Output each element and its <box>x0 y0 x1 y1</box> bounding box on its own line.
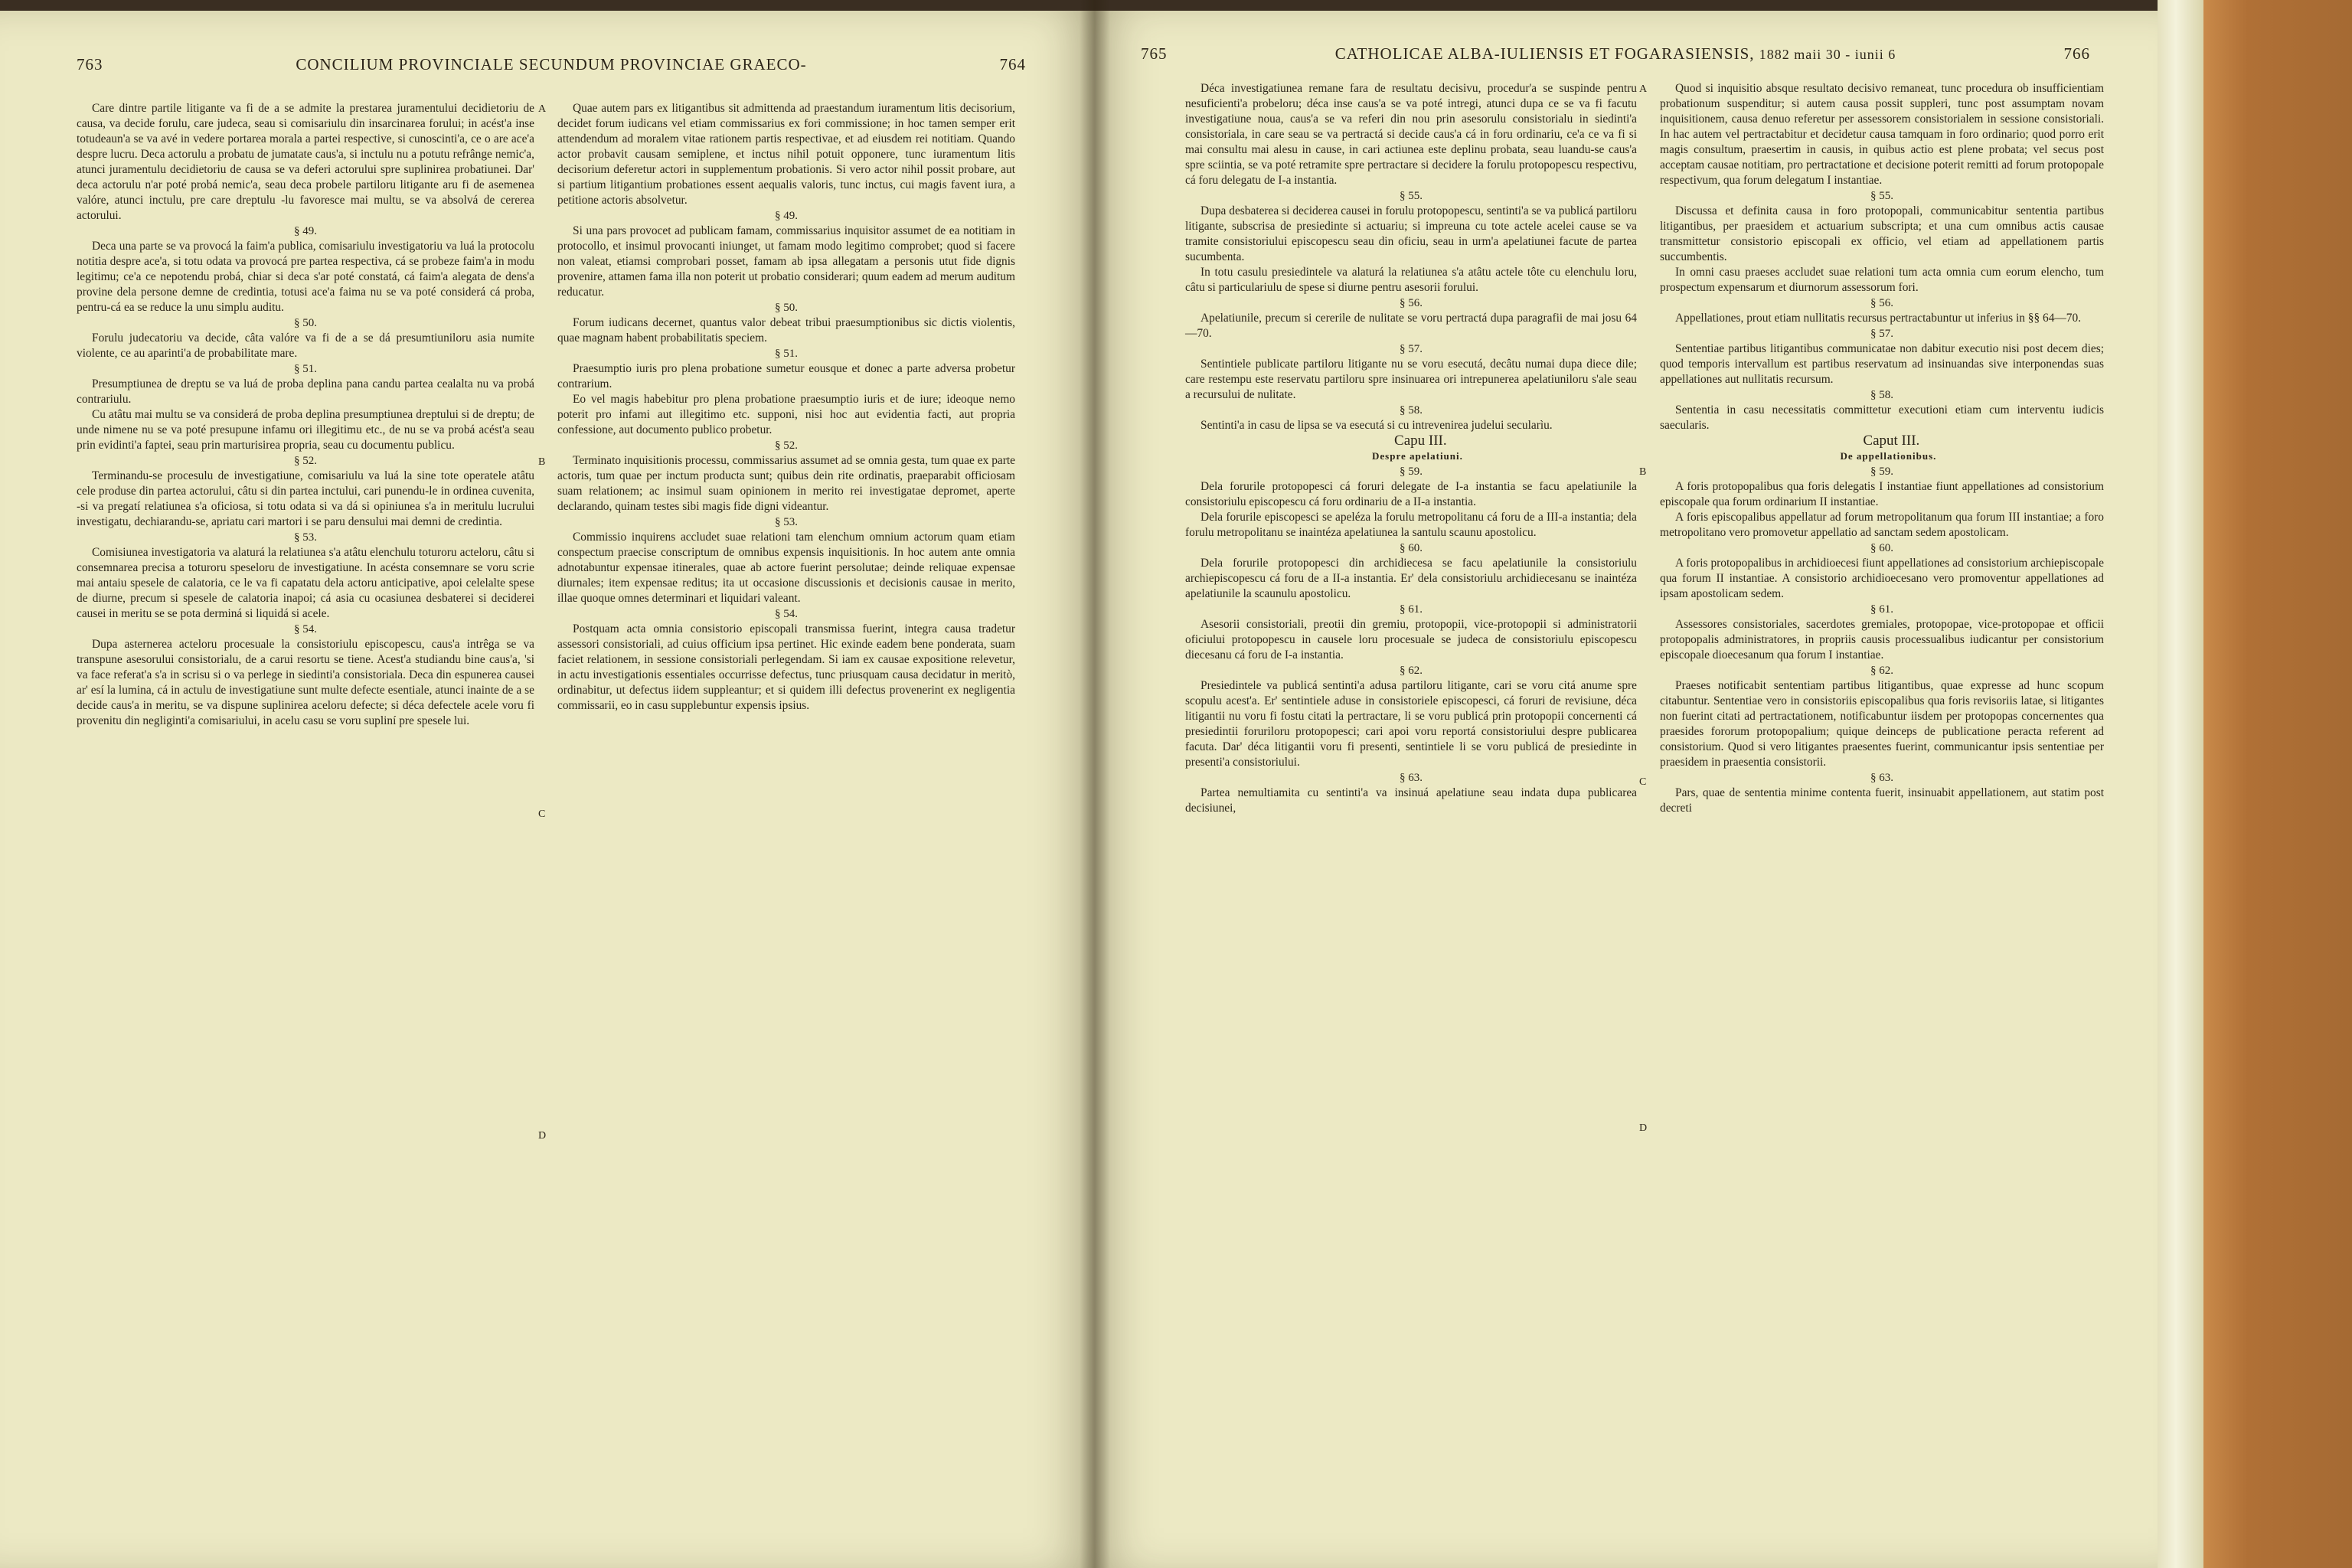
paragraph: Sentinti'a in casu de lipsa se va esecutá si cu intrevenirea judelui secularìu. <box>1200 419 1553 432</box>
paragraph: Quod si inquisitio absque resultato decisivo remaneat, tunc procedura ob insufficientiam probationum suspenditur; si autem causa possit suppleri, tunc post assumptam novam inquisitionem, causa denuo referetur per assessorem consistorialem in sessione consistoriali. In hac autem vel pertractabitur et decidetur causa tamquam in foro ordinario; quod porro erit magis consultum, praesertim in causis, in quibus actio est plene probata; vel secus post acceptam causae notitiam, pro pertractatione et decisione poterit remitti ad forum protopopale respectivum, qua forum delegatum I instantiae. <box>1660 82 2104 187</box>
section-heading: § 49. <box>294 225 317 237</box>
section-heading: § 62. <box>1870 665 1893 677</box>
paragraph: In omni casu praeses accludet suae relationi tum acta omnia cum eorum elencho, tum prospectum expensarum et diurnorum assessorum fori. <box>1660 266 2104 294</box>
paragraph: Assessores consistoriales, sacerdotes gremiales, protopopae, vice-protopopae et officii protopopalis administratores, in propriis causis processualibus iudicantur per consistorium episcopale dioecesanum qua forum I instantiae. <box>1660 618 2104 662</box>
left-latin-column <box>557 101 1015 729</box>
paragraph: Appellationes, prout etiam nullitatis recursus pertractabuntur ut inferius in §§ 64—70. <box>1675 312 2082 325</box>
book-gutter <box>1080 0 1110 1568</box>
paragraph: Apelatiunile, precum si cererile de nulitate se voru pertractá dupa paragrafii de mai josu 64—70. <box>1185 312 1637 340</box>
left-page <box>0 11 1093 1568</box>
section-heading: § 57. <box>1870 328 1893 340</box>
section-heading: § 50. <box>775 302 798 314</box>
book-cover <box>2203 0 2352 1568</box>
paragraph: Praesumptio iuris pro plena probatione sumetur eousque et donec a parte adversa probetur contrarium. <box>557 362 1015 390</box>
paragraph: Forulu judecatoriu va decide, câta valóre va fi de a se dá presumtiuniloru asia numite violente, ce au aparinti'a de probabilitate mare. <box>77 332 534 360</box>
right-latin-column <box>1660 81 2104 816</box>
paragraph: Deca una parte se va provocá la faim'a publica, comisariulu investigatoriu va luá la protocolu notitia despre ace'a, si totu odata va provocá pre partea respectiva, cá se probeze faim'a in modu legitimu; ce'a ce nepotendu probá, chiar si deca s'ar poté constatá, cá faim'a alegata de dens'a provine dela persone demne de credintia, totusi ace'a faima nu se va poté considerá cá proba, pentru-cá ea se reduce la unu simplu auditu. <box>77 240 534 314</box>
section-heading: § 51. <box>294 363 317 375</box>
section-heading: § 52. <box>775 439 798 452</box>
paragraph: Sententia in casu necessitatis committetur executioni etiam cum interventu iudicis saecularis. <box>1660 403 2104 432</box>
paragraph: Terminandu-se procesulu de investigatiune, comisariulu va luá la sine tote operatele atâtu cele produse din partea actorului, câtu si din partea inctului, cari punendu-le in ordinea cuvenita, -si va pregatí relatiunea s'a oficiosa, si totu odata si va dá si opiniunea s'a in meritulu lucrului investigatu, dechiarandu-se, apriatu cari martori i se paru densului mai demni de credintia. <box>77 469 534 528</box>
page-number-764: 764 <box>999 55 1026 74</box>
paragraph: Partea nemultiamita cu sentinti'a va insinuá apelatiune seau indata dupa publicarea decisiunei, <box>1185 786 1637 815</box>
section-heading: § 57. <box>1400 343 1423 355</box>
paragraph: Quae autem pars ex litigantibus sit admittenda ad praestandum iuramentum litis decisorium, decidet forum iudicans vel etiam commissarius ex fori commissione; in hoc tamen semper erit attendendum ad moralem vitae rationem partis respectivae, et ad eiusdem rei notitiam. Quando actor probavit causam semiplene, et inctus nihil potuit opponere, tunc iuramentum litis decisorium deferetur actori in supplementum probationis. Si vero actor nihil possit probare, aut si partium litigantium probationes essent aequalis valoris, tunc inctus, cui magis favent iura, a petitione actoris absolvetur. <box>557 102 1015 207</box>
paragraph: Praeses notificabit sententiam partibus litigantibus, quae expresse ad hunc scopum citabuntur. Sententiae vero in consistoriis episcopalibus qua foris revisoriis latae, si litigantes non fuerint citati ad pertractationem, notificabuntur iisdem per protopopas concernentes qua praesides fororum protopopalium; quique deinceps de publicatione peracta referent ad consistorium. Quod si vero litigantes praesentes fuerint, communicantur ipsis sententiae per praesidem in praesentia consistorii. <box>1660 679 2104 769</box>
paragraph: Déca investigatiunea remane fara de resultatu decisivu, procedur'a se suspinde pentru nesuficienti'a probeloru; déca inse caus'a se va poté intregi, atunci dupa ce se va fi facutu investigatiune noua, caus'a se va referi din nou prin asesorulu consistorialu in siedinti'a consistoriala, in care seau se va pertractá si decide caus'a cá in foru ordinariu, ce'a ce va fi si mai consultu mai alesu in cause, in cari actiunea este deplinu probata, seau luandu-se caus'a spre sciintia, se va poté retramite spre pertractare si decidere la forulu protopopescu respectivu, cá foru delegatu de I-a instantia. <box>1185 82 1637 187</box>
section-heading: § 61. <box>1870 603 1893 616</box>
paragraph: A foris episcopalibus appellatur ad forum metropolitanum qua forum III instantiae; a foro metropolitano vero promovetur appellatio ad sanctam sedem apostolicam. <box>1660 511 2104 539</box>
section-heading: § 63. <box>1400 772 1423 784</box>
page-edges <box>2158 0 2203 1568</box>
section-heading: § 50. <box>294 317 317 329</box>
section-heading: § 62. <box>1400 665 1423 677</box>
section-heading: § 56. <box>1400 297 1423 309</box>
section-heading: § 58. <box>1870 389 1893 401</box>
paragraph: Presumptiunea de dreptu se va luá de proba deplina pana candu partea cealalta nu va probá contrariulu. <box>77 377 534 406</box>
chapter-heading: De appellationibus. <box>1840 450 1937 462</box>
left-header-title: CONCILIUM PROVINCIALE SECUNDUM PROVINCIAE GRAECO- <box>296 55 807 74</box>
paragraph: Sentintiele publicate partiloru litigante nu se voru esecutá, decâtu numai dupa diece dile; care restempu este reservatu partiloru spre insinuarea ori intrepunerea apelatiuniloru s'ale seau a recursului de nulitate. <box>1185 358 1637 401</box>
margin-letter-d: D <box>538 1130 547 1142</box>
right-romanian-column <box>1185 81 1637 816</box>
section-heading: § 60. <box>1400 542 1423 554</box>
paragraph: In totu casulu presiedintele va alaturá la relatiunea s'a atâtu actele tôte cu elenchulu loru, câtu si particulariulu de spese si diurne pentru asesorii forului. <box>1185 266 1637 294</box>
paragraph: Comisiunea investigatoria va alaturá la relatiunea s'a atâtu elenchulu toturoru acteloru, câtu si consemnarea precisa a toturoru speseloru de investigatiune. In acésta consemnare se voru scrie mai antaiu spesele de calatoria, ce le va fi capatatu dela actoru anticipative, apoi celelalte spese de diurne, precum si spesele de calatoria inapoi; cá asia cu ocasiunea desbaterei si deciderei causei in meritu se se pota derminá si liquidá si acele. <box>77 546 534 620</box>
paragraph: Dela forurile protopopesci cá foruri delegate de I-a instantia se facu apelatiunile la consistoriulu episcopescu cá foru ordinariu de a II-a instantia. <box>1185 480 1637 508</box>
section-heading: § 53. <box>775 516 798 528</box>
section-heading: § 55. <box>1400 190 1423 202</box>
paragraph: Dela forurile protopopesci din archidiecesa se facu apelatiunile la consistoriulu archiepiscopescu cá foru de a II-a instantia. Er' dela consistoriulu archidiecesanu se inaintéza apelatiunile la scaunulu apostolicu. <box>1185 557 1637 600</box>
section-heading: § 51. <box>775 348 798 360</box>
paragraph: Cu atâtu mai multu se va considerá de proba deplina presumptiunea dreptului si de dreptu; de unde nimene nu se va poté presupune infamu ori illegitimu etc., de nu se va probá acést'a seau prin evidinti'a faptei, seau prin marturisirea propria, seau cu documentu publicu. <box>77 408 534 452</box>
right-page <box>1093 11 2158 1568</box>
page-number-766: 766 <box>2063 44 2090 63</box>
section-heading: § 54. <box>775 608 798 620</box>
section-heading: § 55. <box>1870 190 1893 202</box>
paragraph: A foris protopopalibus in archidioecesi fiunt appellationes ad consistorium archiepiscopale qua forum II instantiae. A consistorio archidioecesano vero promoventur appellationes ad ipsam apostolicam sedem. <box>1660 557 2104 600</box>
chapter-heading: Despre apelatiuni. <box>1372 450 1463 462</box>
section-heading: § 58. <box>1400 404 1423 416</box>
paragraph: Discussa et definita causa in foro protopopali, communicabitur sententia partibus litigantibus, per praesidem et actuarium subscripta; et una cum omnibus actis causae transmittetur consistorio episcopali ex officio, vel etiam ad appellationem partis succumbentis. <box>1660 204 2104 263</box>
paragraph: A foris protopopalibus qua foris delegatis I instantiae fiunt appellationes ad consistorium episcopale qua forum ordinarium II instantiae. <box>1660 480 2104 508</box>
paragraph: Eo vel magis habebitur pro plena probatione praesumptio iuris et de iure; ideoque nemo poterit pro infami aut illegitimo etc. supponi, nisi hoc aut evidentia facti, aut propria confessione, aut documento publico probetur. <box>557 393 1015 436</box>
margin-letter-a: A <box>538 103 547 115</box>
section-heading: § 49. <box>775 210 798 222</box>
margin-letter-d: D <box>1639 1122 1648 1134</box>
section-heading: § 59. <box>1400 466 1423 478</box>
section-heading: § 63. <box>1870 772 1893 784</box>
paragraph: Postquam acta omnia consistorio episcopali transmissa fuerint, integra causa tradetur assessori consistoriali, ad cuius officium ipsa pertinet. Hic exinde eadem bene ponderata, suam faciet relationem, in sessione consistoriali perlegendam. Si iam ex causae expositione relevetur, in actu investigationis essentiales occurrisse defectus, tunc priusquam causa decidatur in meritò, ordinabitur, ut defectus iidem suppleantur; et si quidem illi defectus provenerint ex negligentia commissarii, eo in casu supplebuntur expensis ipsius. <box>557 622 1015 712</box>
paragraph: Care dintre partile litigante va fi de a se admite la prestarea juramentului decidietoriu de causa, va decide forulu, care judeca, seau si comisariulu din insarcinarea forului; in acést'a inse totudeaun'a se va avé in vedere portarea morala a partei respective, si cunoscinti'a, ce o are ace'a despre lucru. Deca actorulu a probatu de jumatate caus'a, si inctulu nu a potutu refrânge nemic'a, atunci juramentulu decidietoriu de causa se va deferi actorului spre suplinirea probatiunei. Dar' deca actorulu n'ar poté probá nemic'a, seau deca probele partiloru litigante aru fi de asemenea valóre, atunci inctulu, pre care dreptulu -lu favoresce mai multu, se va absolvá de cererea actorului. <box>77 102 534 222</box>
margin-letter-c: C <box>538 808 546 820</box>
right-header-title: CATHOLICAE ALBA-IULIENSIS ET FOGARASIENSIS, 1882 maii 30 - iunii 6 <box>1334 44 1896 63</box>
section-heading: § 52. <box>294 455 317 467</box>
margin-letter-a: A <box>1639 83 1648 95</box>
section-heading: § 54. <box>294 623 317 635</box>
paragraph: Si una pars provocet ad publicam famam, commissarius inquisitor assumet de ea notitiam in protocollo, et insimul provocanti iniunget, ut famam modo legitimo comprobet; quod si facere non valeat, etiamsi comprobari posset, famam ab ipsa allegatam a personis utut fide dignis provenire, attamen fama illa non poterit ut probatio considerari; quum eadem ad merum auditum reducatur. <box>557 224 1015 299</box>
header-date: 1882 maii 30 - iunii 6 <box>1759 47 1896 62</box>
paragraph: Sententiae partibus litigantibus communicatae non dabitur executio nisi post decem dies; quod temporis intervallum est partibus reservatum ad insinuandas sive interponendas suas appellationes aut nullitatis recursum. <box>1660 342 2104 386</box>
paragraph: Dela forurile episcopesci se apeléza la forulu metropolitanu cá foru de a III-a instantia; dela forulu metropolitanu se inaintéza apelatiunea la santulu scaunu apostolicu. <box>1185 511 1637 539</box>
paragraph: Dupa asternerea acteloru procesuale la consistoriulu episcopescu, caus'a intrêga se va transpune asesorului consistorialu, de a carui resortu se tiene. Acest'a studiandu bine caus'a, 'si va face referat'a s'a in scrisu si o va perlege in siedinti'a consistoriala. Deca din espunerea causei ar' esí la lumina, cá in actulu de investigatiune sunt multe defecte esentiale, atunci inainte de a se decide caus'a in meritu, se va dispune suplinirea aceloru defecte; si déca defectele acele voru fi provenitu din negliginti'a comisariului, in acelu casu se voru supliní pre spesele lui. <box>77 638 534 727</box>
chapter-heading: Caput III. <box>1863 433 1920 449</box>
chapter-heading: Capu III. <box>1394 433 1447 449</box>
paragraph: Forum iudicans decernet, quantus valor debeat tribui praesumptionibus sic dictis violentis, quae magnam habent probabilitatis speciem. <box>557 316 1015 345</box>
left-romanian-column <box>77 101 534 729</box>
section-heading: § 61. <box>1400 603 1423 616</box>
section-heading: § 56. <box>1870 297 1893 309</box>
section-heading: § 59. <box>1870 466 1893 478</box>
paragraph: Dupa desbaterea si deciderea causei in forulu protopopescu, sentinti'a se va publicá partiloru litigante, subscrisa de presiedinte si actuariu; si impreuna cu tote actele acelei cause se va tramite consistoriului episcopescu seau din oficiu, seau in urm'a apelatiunei facute de partea sucumbenta. <box>1185 204 1637 263</box>
paragraph: Asesorii consistoriali, preotii din gremiu, protopopii, vice-protopopii si administratorii oficiului protopopescu in causele loru procesuale se judeca de consistoriulu episcopescu diecesanu cá foru de I-a instantia. <box>1185 618 1637 662</box>
paragraph: Pars, quae de sententia minime contenta fuerit, insinuabit appellationem, aut statim post decreti <box>1660 786 2104 815</box>
margin-letter-b: B <box>538 456 546 468</box>
section-heading: § 53. <box>294 531 317 544</box>
section-heading: § 60. <box>1870 542 1893 554</box>
paragraph: Commissio inquirens accludet suae relationi tam elenchum omnium actorum quam etiam conspectum praecise conscriptum de omnibus expensis inquisitionis. In hoc autem ante omnia adnotabuntur expensae itinerales, quae ab actore fuerint persolutae; deinde reliquae expensae diurnales; item expensae reditus; ita ut occasione discussionis et decisionis causae in merito, illae quoque omnes determinari et liquidari valeant. <box>557 531 1015 605</box>
margin-letter-c: C <box>1639 776 1647 788</box>
paragraph: Terminato inquisitionis processu, commissarius assumet ad se omnia gesta, tum quae ex parte actoris, tum quae per inctum producta sunt; quibus dein rite ordinatis, praeparabit officiosam suam relationem; ac insimul suam opinionem in merito rei investigatae depromet, aperte declarando, quinam testes sibi magis fide digni videantur. <box>557 454 1015 513</box>
margin-letter-b: B <box>1639 466 1647 478</box>
right-running-head <box>1141 44 2090 64</box>
left-running-head <box>77 55 1026 74</box>
page-number-763: 763 <box>77 55 103 74</box>
page-number-765: 765 <box>1141 44 1168 63</box>
paragraph: Presiedintele va publicá sentinti'a adusa partiloru litigante, cari se voru citá anume spre scopulu acest'a. Er' sentintiele aduse in consistoriele episcopesci, cá foruri de revisiune, déca litigantii nu voru fi fostu citati la pertractare, li se voru publicá prin protopopii concernenti cá presiedintii foruriloru protopopesci; cari apoi voru reportá consistoriului despre publicarea facuta. Dar' déca litigantii voru fi presenti, sentintiele li se voru publicá de presiedinte in presenti'a consistoriului. <box>1185 679 1637 769</box>
